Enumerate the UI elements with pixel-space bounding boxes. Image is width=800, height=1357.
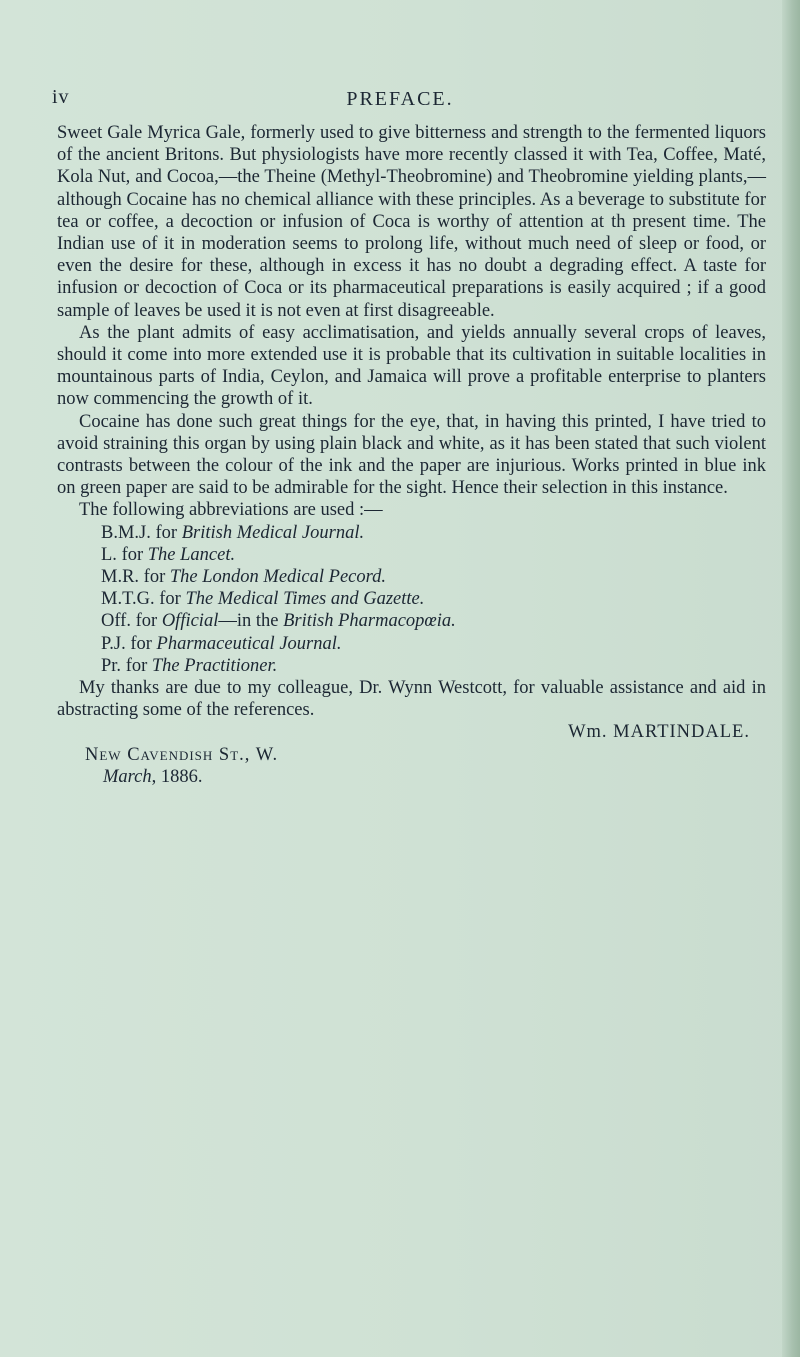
abbreviation-entry: Pr. for The Practitioner. <box>101 655 278 676</box>
abbreviation-entry: M.R. for The London Medical Pecord. <box>101 567 387 588</box>
author-address: New Cavendish St., W. <box>85 744 279 765</box>
page-number: iv <box>52 86 70 108</box>
page-edge-shadow <box>782 0 800 1357</box>
abbreviation-title: Pharmaceutical Journal. <box>156 633 342 654</box>
paragraph-acclimatisation: As the plant admits of easy acclimatisation, and yields annually several crops of leaves, should it come into more extended use it is probable that its cultivation in suitable localities in mountainous parts of India, Ceylon, and Jamaica will prove a profitable enterprise to planters now commencing the growth of it. <box>57 322 766 410</box>
abbreviation-code: M.R. <box>101 567 140 588</box>
abbreviation-title: Official <box>161 611 219 632</box>
abbreviation-entry: B.M.J. for British Medical Journal. <box>101 522 365 543</box>
abbreviation-title-secondary: British Pharmacopœia. <box>283 611 456 632</box>
abbreviation-title: The Lancet. <box>147 544 236 565</box>
abbreviation-entry: P.J. for Pharmaceutical Journal. <box>101 633 342 654</box>
paragraph-printing: Cocaine has done such great things for the eye, that, in having this printed, I have tried to avoid straining this organ by using plain black and white, as it has been stated that such violent contrasts between the colour of the ink and the paper are injurious. Works printed in blue ink on green paper are said to be admirable for the sight. Hence their selection in this instance. <box>57 411 766 499</box>
preface-date-year: , 1886. <box>151 766 203 787</box>
abbreviation-entry: L. for The Lancet. <box>101 544 236 565</box>
paragraph-sweet-gale: Sweet Gale Myrica Gale, formerly used to give bitterness and strength to the fermented liquors of the ancient Britons. But physiologists have more recently classed it with Tea, Coffee, Maté, Kola Nut, and Cocoa,—the Theine (Methyl-Theobromine) and Theobromine yielding plants,—although Cocaine has no chemical alliance with these principles. As a beverage to substitute for tea or coffee, a decoction or infusion of Coca is worthy of attention at th present time. The Indian use of it in moderation seems to prolong life, without much need of sleep or food, or even the desire for these, although in excess it has no doubt a degrading effect. A taste for infusion or decoction of Coca or its pharmaceutical preparations is easily acquired ; if a good sample of leaves be used it is not even at first disagreeable. <box>57 123 766 321</box>
abbreviation-code: P.J. <box>101 633 126 654</box>
preface-date-month: March <box>103 766 152 787</box>
abbreviation-entry: M.T.G. for The Medical Times and Gazette. <box>101 589 425 610</box>
abbreviation-entry: Off. for Official—in the British Pharmacopœia. <box>101 611 456 632</box>
abbreviation-title: The Practitioner. <box>151 655 278 676</box>
abbreviation-title: The London Medical Pecord. <box>169 567 387 588</box>
abbreviation-code: Pr. <box>101 655 122 676</box>
paragraph-thanks: My thanks are due to my colleague, Dr. Wynn Westcott, for valuable assistance and aid in abstracting some of the references. <box>57 678 766 721</box>
abbreviation-title: British Medical Journal. <box>181 522 365 543</box>
author-signature: Wm. MARTINDALE. <box>568 722 750 743</box>
abbreviation-title: The Medical Times and Gazette. <box>185 589 425 610</box>
preface-body <box>57 122 766 788</box>
preface-date <box>57 766 766 788</box>
abbreviation-code: Off. <box>101 611 131 632</box>
abbreviation-code: L. <box>101 544 117 565</box>
running-head: PREFACE. <box>346 88 454 110</box>
abbreviation-code: M.T.G. <box>101 589 155 610</box>
abbreviation-code: B.M.J. <box>101 522 151 543</box>
paragraph-abbreviations-intro: The following abbreviations are used :— <box>79 500 383 521</box>
